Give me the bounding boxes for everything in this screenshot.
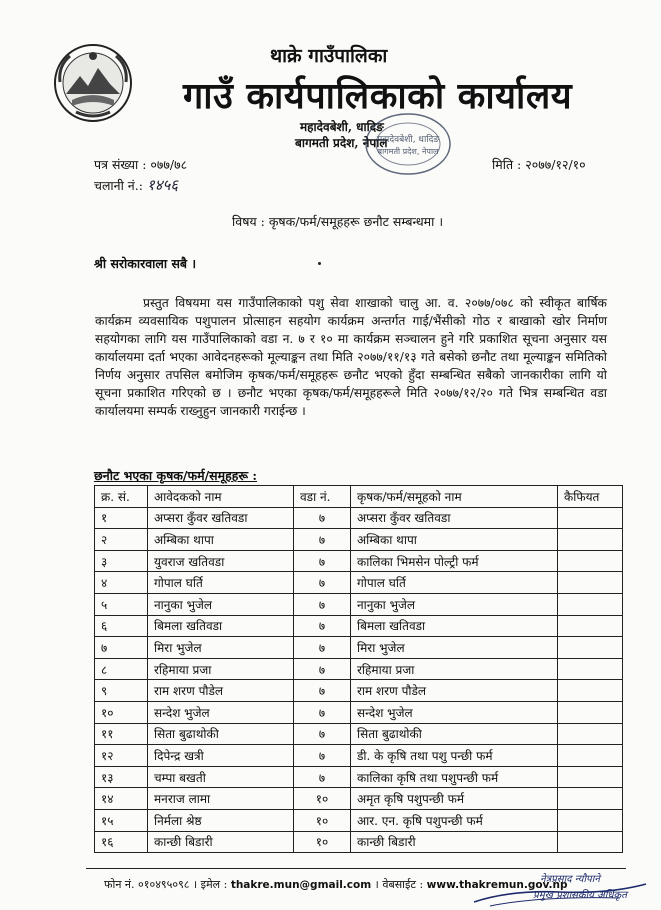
- cell-ward-no: ७: [294, 529, 351, 551]
- cell-ward-no: ७: [294, 658, 351, 680]
- cell-serial: २: [95, 529, 148, 551]
- signature-title: प्रमुख प्रशासकीय अधिकृत: [533, 890, 627, 901]
- cell-applicant-name: निर्मला श्रेष्ठ: [148, 809, 294, 831]
- cell-farm-name: राम शरण पौडेल: [351, 680, 558, 702]
- table-row: [95, 507, 623, 529]
- cell-applicant-name: राम शरण पौडेल: [148, 680, 294, 702]
- cell-farm-name: डी. के कृषि तथा पशु पन्छी फर्म: [351, 745, 558, 767]
- cell-applicant-name: रहिमाया प्रजा: [148, 658, 294, 680]
- cell-remarks: [558, 572, 623, 594]
- header-farm-name: कृषक/फर्म/समूहको नाम: [351, 486, 558, 508]
- office-stamp: [362, 108, 454, 180]
- cell-ward-no: १०: [294, 831, 351, 853]
- cell-farm-name: अमृत कृषि पशुपन्छी फर्म: [351, 788, 558, 810]
- cell-farm-name: आर. एन. कृषि पशुपन्छी फर्म: [351, 809, 558, 831]
- signature-name: नेत्रप्रसाद न्यौपाने: [540, 874, 600, 885]
- table-header-row: [95, 486, 623, 508]
- cell-ward-no: ७: [294, 745, 351, 767]
- cell-farm-name: अम्बिका थापा: [351, 529, 558, 551]
- cell-serial: ५: [95, 593, 148, 615]
- cell-ward-no: ७: [294, 680, 351, 702]
- header-remarks: कैफियत: [558, 486, 623, 508]
- office-title: गाउँ कार्यपालिकाको कार्यालय: [183, 76, 573, 117]
- cell-farm-name: गोपाल घर्ति: [351, 572, 558, 594]
- greeting: श्री सरोकारवाला सबै ।: [94, 256, 197, 271]
- cell-applicant-name: कान्छी बिडारी: [148, 831, 294, 853]
- cell-serial: १: [95, 507, 148, 529]
- cell-applicant-name: चम्पा बखती: [148, 766, 294, 788]
- chalani-handwritten-value: १४५६: [146, 176, 179, 194]
- footer-email: thakre.mun@gmail.com: [230, 879, 372, 891]
- table-row: [95, 593, 623, 615]
- cell-serial: ४: [95, 572, 148, 594]
- cell-farm-name: कालिका कृषि तथा पशुपन्छी फर्म: [351, 766, 558, 788]
- cell-ward-no: ७: [294, 507, 351, 529]
- cell-farm-name: कान्छी बिडारी: [351, 831, 558, 853]
- table-row: [95, 680, 623, 702]
- notice-body: प्रस्तुत विषयमा यस गाउँपालिकाको पशु सेवा शाखाको चालु आ. व. २०७७/०७८ को स्वीकृत बार्षिक कार्यक्रम व्यवसायिक पशुपालन प्रोत्साहन सहयोग कार्यक्रम अन्तर्गत गाई/भैंसीको गोठ र बाखाको खोर निर्माण सहयोगका लागि यस गाउँपालिकाको वडा न. ७ र १० मा कार्यक्रम सञ्चालन हुने गरि प्रकाशित सूचना अनुसार यस कार्यालयमा दर्ता भएका आवेदनहरूको मूल्याङ्कन तथा मिति २०७७/११/१३ गते बसेको छनौट तथा मूल्याङ्कन समितिको निर्णय अनुसार तपसिल बमोजिम कृषक/फर्म/समूहहरू छनौट भएको हुँदा सम्बन्धित सबैको जानकारीका लागि यो सूचना प्रकाशित गरिएको छ । छनौट भएका कृषक/फर्म/समूहहरूले मिति २०७७/१२/२० गते भित्र सम्बन्धित वडा कार्यालयमा सम्पर्क राख्नुहुन जानकारी गराईन्छ ।: [95, 296, 607, 418]
- subject-line: विषय : कृषक/फर्म/समूहहरू छनौट सम्बन्धमा ।: [232, 214, 444, 229]
- cell-applicant-name: अम्बिका थापा: [148, 529, 294, 551]
- cell-applicant-name: नानुका भुजेल: [148, 593, 294, 615]
- cell-applicant-name: सिता बुढाथोकी: [148, 723, 294, 745]
- cell-remarks: [558, 529, 623, 551]
- cell-serial: ९: [95, 680, 148, 702]
- municipality-name: थाक्रे गाउँपालिका: [270, 45, 388, 67]
- footer-phone: फोन नं. ०१०४९५०९८ । इमेल :: [104, 878, 228, 891]
- cell-applicant-name: युवराज खतिवडा: [148, 550, 294, 572]
- cell-remarks: [558, 658, 623, 680]
- cell-ward-no: ७: [294, 766, 351, 788]
- cell-remarks: [558, 701, 623, 723]
- cell-remarks: [558, 507, 623, 529]
- cell-applicant-name: बिमला खतिवडा: [148, 615, 294, 637]
- cell-farm-name: कालिका भिमसेन पोल्ट्री फर्म: [351, 550, 558, 572]
- footer-website-label: । वेबसाईट :: [374, 878, 424, 891]
- cell-applicant-name: सन्देश भुजेल: [148, 701, 294, 723]
- header-serial: क्र. सं.: [95, 486, 148, 508]
- cell-serial: ३: [95, 550, 148, 572]
- cell-ward-no: ७: [294, 593, 351, 615]
- cell-remarks: [558, 615, 623, 637]
- cell-farm-name: नानुका भुजेल: [351, 593, 558, 615]
- letter-date: मिति : २०७७/१२/१०: [492, 157, 586, 172]
- cell-ward-no: ७: [294, 701, 351, 723]
- table-row: [95, 550, 623, 572]
- cell-remarks: [558, 831, 623, 853]
- cell-applicant-name: मनराज लामा: [148, 788, 294, 810]
- cell-ward-no: ७: [294, 637, 351, 659]
- cell-ward-no: ७: [294, 723, 351, 745]
- stamp-text-2: बागमती प्रदेश, नेपाल: [377, 147, 439, 156]
- selected-farmers-table: [94, 485, 623, 853]
- table-row: [95, 766, 623, 788]
- cell-applicant-name: गोपाल घर्ति: [148, 572, 294, 594]
- cell-remarks: [558, 745, 623, 767]
- cell-farm-name: मिरा भुजेल: [351, 637, 558, 659]
- cell-serial: ७: [95, 637, 148, 659]
- table-row: [95, 809, 623, 831]
- cell-ward-no: ७: [294, 615, 351, 637]
- cell-remarks: [558, 723, 623, 745]
- table-title: छनौट भएका कृषक/फर्म/समूहहरू :: [94, 468, 258, 483]
- cell-serial: १५: [95, 809, 148, 831]
- stamp-text-1: महादेवबेशी, धादिङ: [376, 135, 440, 145]
- letter-number: पत्र संख्या : ०७७/७८: [94, 157, 188, 172]
- cell-serial: ११: [95, 723, 148, 745]
- cell-applicant-name: मिरा भुजेल: [148, 637, 294, 659]
- address-line-2: बागमती प्रदेश, नेपाल: [295, 136, 388, 150]
- table-row: [95, 701, 623, 723]
- cell-ward-no: ७: [294, 572, 351, 594]
- cell-ward-no: १०: [294, 788, 351, 810]
- address-line-1: महादेवबेशी, धादिङ: [300, 120, 384, 134]
- chalani-number: [94, 175, 178, 195]
- ink-dot: [318, 262, 321, 265]
- table-row: [95, 615, 623, 637]
- cell-serial: १४: [95, 788, 148, 810]
- table-row: [95, 637, 623, 659]
- cell-farm-name: अप्सरा कुँवर खतिवडा: [351, 507, 558, 529]
- header-applicant-name: आवेदकको नाम: [148, 486, 294, 508]
- cell-remarks: [558, 809, 623, 831]
- table-body: [95, 507, 623, 853]
- table-row: [95, 572, 623, 594]
- table-row: [95, 745, 623, 767]
- cell-remarks: [558, 680, 623, 702]
- cell-farm-name: सिता बुढाथोकी: [351, 723, 558, 745]
- cell-serial: १०: [95, 701, 148, 723]
- cell-serial: १२: [95, 745, 148, 767]
- cell-ward-no: १०: [294, 809, 351, 831]
- cell-serial: ८: [95, 658, 148, 680]
- table-row: [95, 658, 623, 680]
- table-row: [95, 529, 623, 551]
- nepal-emblem-icon: [52, 42, 134, 124]
- cell-farm-name: रहिमाया प्रजा: [351, 658, 558, 680]
- footer-website: www.thakremun.gov.np: [426, 879, 568, 891]
- cell-serial: १३: [95, 766, 148, 788]
- cell-remarks: [558, 788, 623, 810]
- cell-farm-name: बिमला खतिवडा: [351, 615, 558, 637]
- cell-applicant-name: अप्सरा कुँवर खतिवडा: [148, 507, 294, 529]
- cell-remarks: [558, 593, 623, 615]
- cell-serial: ६: [95, 615, 148, 637]
- cell-ward-no: ७: [294, 550, 351, 572]
- cell-farm-name: सन्देश भुजेल: [351, 701, 558, 723]
- cell-serial: १६: [95, 831, 148, 853]
- cell-applicant-name: दिपेन्द्र खत्री: [148, 745, 294, 767]
- table-row: [95, 831, 623, 853]
- header-ward-no: वडा नं.: [294, 486, 351, 508]
- cell-remarks: [558, 550, 623, 572]
- table-row: [95, 723, 623, 745]
- officer-signature-stamp: [470, 862, 650, 910]
- cell-remarks: [558, 766, 623, 788]
- cell-remarks: [558, 637, 623, 659]
- chalani-label: चलानी नं.:: [94, 178, 143, 193]
- table-row: [95, 788, 623, 810]
